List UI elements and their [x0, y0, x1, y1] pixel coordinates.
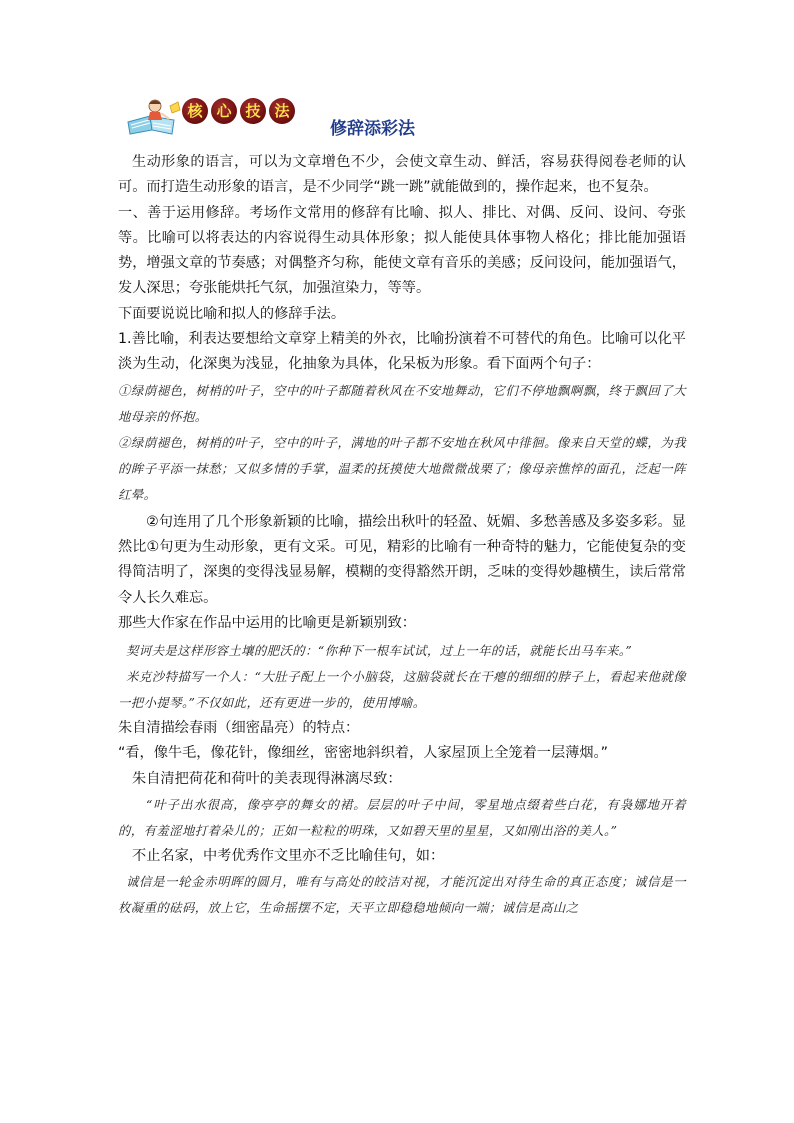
students-paragraph: 不止名家，中考优秀作文里亦不乏比喻佳句，如：	[132, 848, 445, 865]
student-reading-icon	[122, 96, 184, 136]
badge-ji: 技	[240, 98, 266, 124]
chekhov-quote: 契诃夫是这样形容土壤的肥沃的：“你种下一根车试试，过上一年的话，就能长出马车来。”	[126, 643, 633, 659]
badge-xin: 心	[211, 98, 237, 124]
badge-he: 核	[182, 98, 208, 124]
badge-fa: 法	[269, 98, 295, 124]
lead-paragraph: 下面要说说比喻和拟人的修辞手法。	[118, 305, 346, 322]
honesty-quote: 诚信是一轮金赤明晖的圆月，唯有与高处的皎洁对视，才能沉淀出对待生命的真正态度；诚信是一枚凝重的砝码，放上它，生命摇摆不定，天平立即稳稳地倾向一端；诚信是高山之	[118, 874, 686, 916]
example-two: ②绿荫褪色，树梢的叶子，空中的叶子，满地的叶子都不安地在秋风中徘徊。像来自天堂的蝶，为我的眸子平添一抹愁；又似多情的手掌，温柔的抚摸使大地微微战栗了；像母亲憔悴的面孔，泛起一阵红晕。	[118, 434, 686, 502]
section-header	[122, 96, 542, 140]
zhu-rain-paragraph: 朱自清描绘春雨（细密晶亮）的特点：	[118, 720, 360, 737]
example-one: ①绿荫褪色，树梢的叶子，空中的叶子都随着秋风在不安地舞动，它们不停地飘啊飘，终于飘回了大地母亲的怀抱。	[118, 382, 686, 424]
zhu-lotus-quote: “叶子出水很高，像亭亭的舞女的裙。层层的叶子中间，零星地点缀着些白花，有袅娜地开着的，有羞涩地打着朵儿的；正如一粒粒的明珠，又如碧天里的星星，又如刚出浴的美人。”	[118, 797, 686, 839]
zhu-lotus-paragraph: 朱自清把荷花和荷叶的美表现得淋漓尽致：	[132, 770, 402, 787]
analysis-paragraph: ②句连用了几个形象新颖的比喻，描绘出秋叶的轻盈、妩媚、多愁善感及多姿多彩。显然比①句更为生动形象，更有文采。可见，精彩的比喻有一种奇特的魅力，它能使复杂的变得简洁明了，深奥的变得浅显易解，模糊的变得豁然开朗，乏味的变得妙趣横生，读后常常令人长久难忘。	[118, 513, 686, 606]
masters-paragraph: 那些大作家在作品中运用的比喻更是新颖别致：	[118, 614, 416, 631]
rhetoric-paragraph: 一、善于运用修辞。考场作文常用的修辞有比喻、拟人、排比、对偶、反问、设问、夸张等。比喻可以将表达的内容说得生动具体形象；拟人能使具体事物人格化；排比能加强语势，增强文章的节奏感；对偶整齐匀称，能使文章有音乐的美感；反问设问，能加强语气，发人深思；夸张能烘托气氛，加强渲染力，等等。	[118, 204, 686, 297]
metaphor-paragraph: 1.善比喻，利表达要想给文章穿上精美的外衣，比喻扮演着不可替代的角色。比喻可以化平淡为生动，化深奥为浅显，化抽象为具体，化呆板为形象。看下面两个句子：	[118, 331, 686, 373]
intro-paragraph: 生动形象的语言，可以为文章增色不少，会使文章生动、鲜活，容易获得阅卷老师的认可。而打造生动形象的语言，是不少同学“跳一跳”就能做到的，操作起来，也不复杂。	[118, 154, 686, 196]
article-body	[118, 150, 686, 921]
page-title: 修辞添彩法	[330, 119, 415, 139]
mikszath-quote: 米克沙特描写一个人：“大肚子配上一个小脑袋，这脑袋就长在干瘪的细细的脖子上，看起来他就像一把小提琴。”不仅如此，还有更进一步的，使用博喻。	[118, 669, 686, 711]
zhu-rain-quote: “看，像牛毛，像花针，像细丝，密密地斜织着，人家屋顶上全笼着一层薄烟。”	[118, 745, 608, 762]
